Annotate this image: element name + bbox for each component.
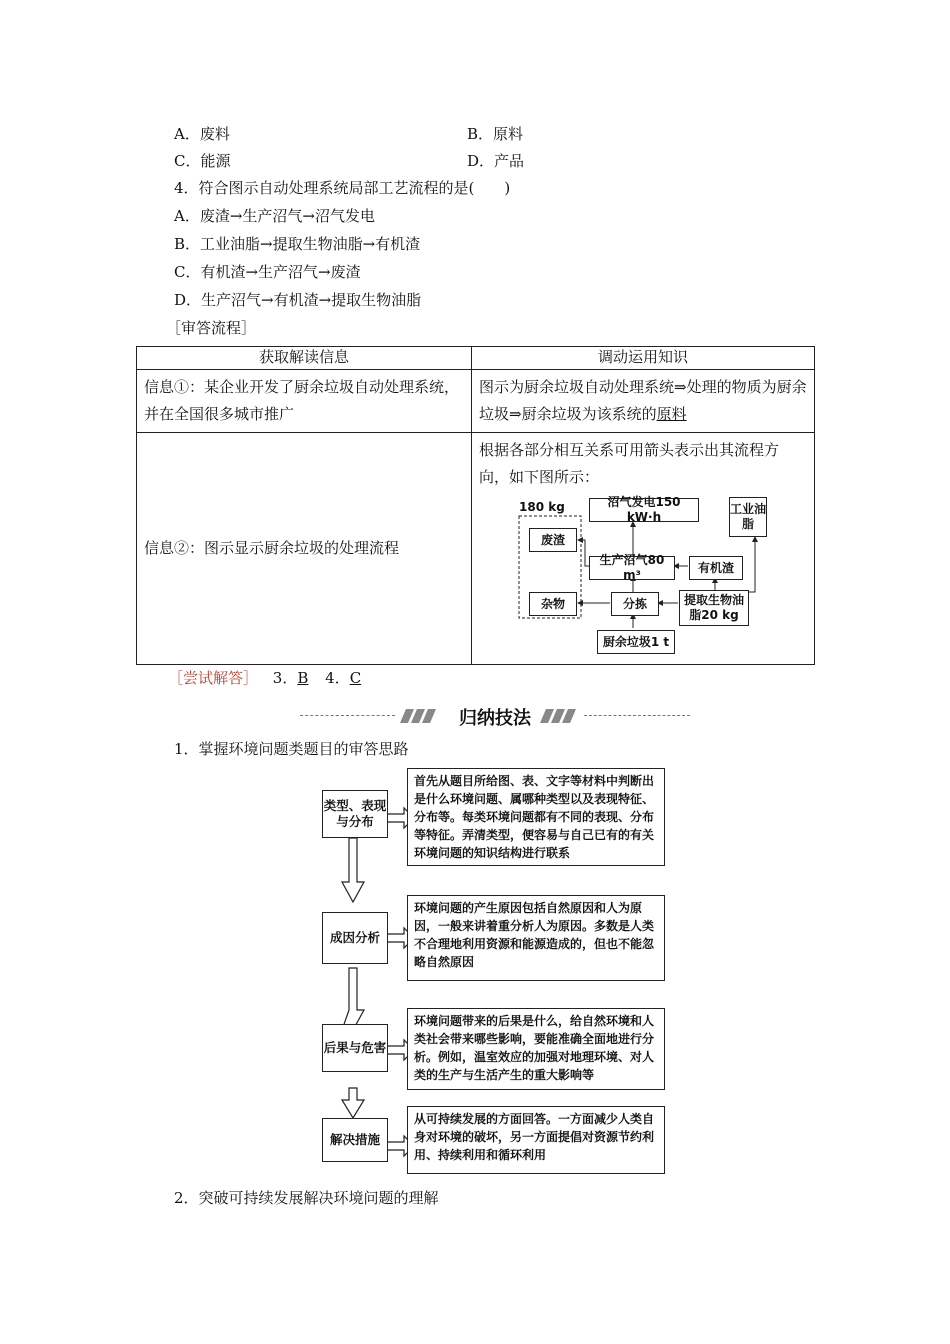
flow-sundries: 杂物 bbox=[529, 592, 577, 616]
section-title: 归纳技法 bbox=[459, 708, 531, 729]
flow-bio-oil: 提取生物油脂20 kg bbox=[679, 590, 749, 626]
section-heading bbox=[300, 704, 690, 728]
table-row2-left: 信息②：图示显示厨余垃圾的处理流程 bbox=[137, 433, 472, 665]
item1-text: 1．掌握环境问题类题目的审答思路 bbox=[174, 740, 409, 758]
step4-box: 解决措施 bbox=[322, 1118, 388, 1162]
step1-box: 类型、表现与分布 bbox=[322, 790, 388, 838]
step2-desc: 环境问题的产生原因包括自然原因和人为原因，一般来讲着重分析人为原因。多数是人类不合理地利用资源和能源造成的，但也不能忽略自然原因 bbox=[407, 895, 665, 981]
answer-q3: B bbox=[297, 669, 309, 687]
q4-option-a: A．废渣→生产沼气→沼气发电 bbox=[174, 207, 375, 225]
q4-option-b: B．工业油脂→提取生物油脂→有机渣 bbox=[174, 235, 421, 253]
flow-mass-label: 180 kg bbox=[519, 500, 565, 514]
step2-box: 成因分析 bbox=[322, 912, 388, 964]
flow-waste-residue: 废渣 bbox=[529, 528, 577, 552]
row1-right-text: 图示为厨余垃圾自动处理系统⇒处理的物质为厨余垃圾⇒厨余垃圾为该系统的 bbox=[479, 378, 807, 423]
flow-kitchen-waste: 厨余垃圾1 t bbox=[597, 630, 675, 654]
q3-option-b: B．原料 bbox=[467, 125, 524, 143]
answer-line bbox=[168, 668, 361, 688]
row1-right-underlined: 原料 bbox=[656, 405, 687, 423]
item2-text: 2．突破可持续发展解决环境问题的理解 bbox=[174, 1189, 439, 1207]
table-header-knowledge: 调动运用知识 bbox=[472, 347, 815, 370]
q4-stem: 4．符合图示自动处理系统局部工艺流程的是( ) bbox=[174, 179, 511, 197]
section-line-right bbox=[584, 715, 690, 716]
q3-option-c: C．能源 bbox=[174, 152, 231, 170]
q4-option-d: D．生产沼气→有机渣→提取生物油脂 bbox=[174, 291, 422, 309]
flow-diagram bbox=[515, 492, 765, 657]
q3-option-d: D．产品 bbox=[467, 152, 525, 170]
process-label: ［审答流程］ bbox=[166, 319, 257, 337]
step1-desc: 首先从题目所给图、表、文字等材料中判断出是什么环境问题、属哪种类型以及表现特征、分布等。每类环境问题都有不同的表现、分布等特征。弄清类型，便容易与自己已有的有关环境问题的知识结构进行联系 bbox=[407, 768, 665, 866]
q4-option-c: C．有机渣→生产沼气→废渣 bbox=[174, 263, 361, 281]
flow-sorting: 分拣 bbox=[611, 592, 659, 616]
table-row1-right bbox=[472, 370, 815, 433]
section-deco-right-icon bbox=[540, 709, 578, 723]
step3-box: 后果与危害 bbox=[322, 1024, 388, 1072]
answer-q4: C bbox=[349, 669, 362, 687]
answer-q4-num: 4． bbox=[325, 669, 350, 687]
answer-q3-num: 3． bbox=[272, 669, 298, 687]
flow-biogas-power: 沼气发电150 kW·h bbox=[589, 498, 699, 522]
answer-label: ［尝试解答］ bbox=[168, 669, 259, 687]
flow-biogas-production: 生产沼气80 m³ bbox=[589, 556, 675, 580]
table-row1-left: 信息①：某企业开发了厨余垃圾自动处理系统，并在全国很多城市推广 bbox=[137, 370, 472, 433]
flow-organic-residue: 有机渣 bbox=[689, 556, 743, 580]
flow-industrial-oil: 工业油脂 bbox=[729, 497, 767, 537]
table-header-info: 获取解读信息 bbox=[137, 347, 472, 370]
row2-right-text: 根据各部分相互关系可用箭头表示出其流程方向，如下图所示： bbox=[479, 441, 780, 486]
step4-desc: 从可持续发展的方面回答。一方面减少人类自身对环境的破坏，另一方面提倡对资源节约利用、持续利用和循环利用 bbox=[407, 1106, 665, 1174]
q3-option-a: A．废料 bbox=[174, 125, 230, 143]
step3-desc: 环境问题带来的后果是什么，给自然环境和人类社会带来哪些影响，要能准确全面地进行分析。例如，温室效应的加强对地理环境、对人类的生产与生活产生的重大影响等 bbox=[407, 1008, 665, 1090]
